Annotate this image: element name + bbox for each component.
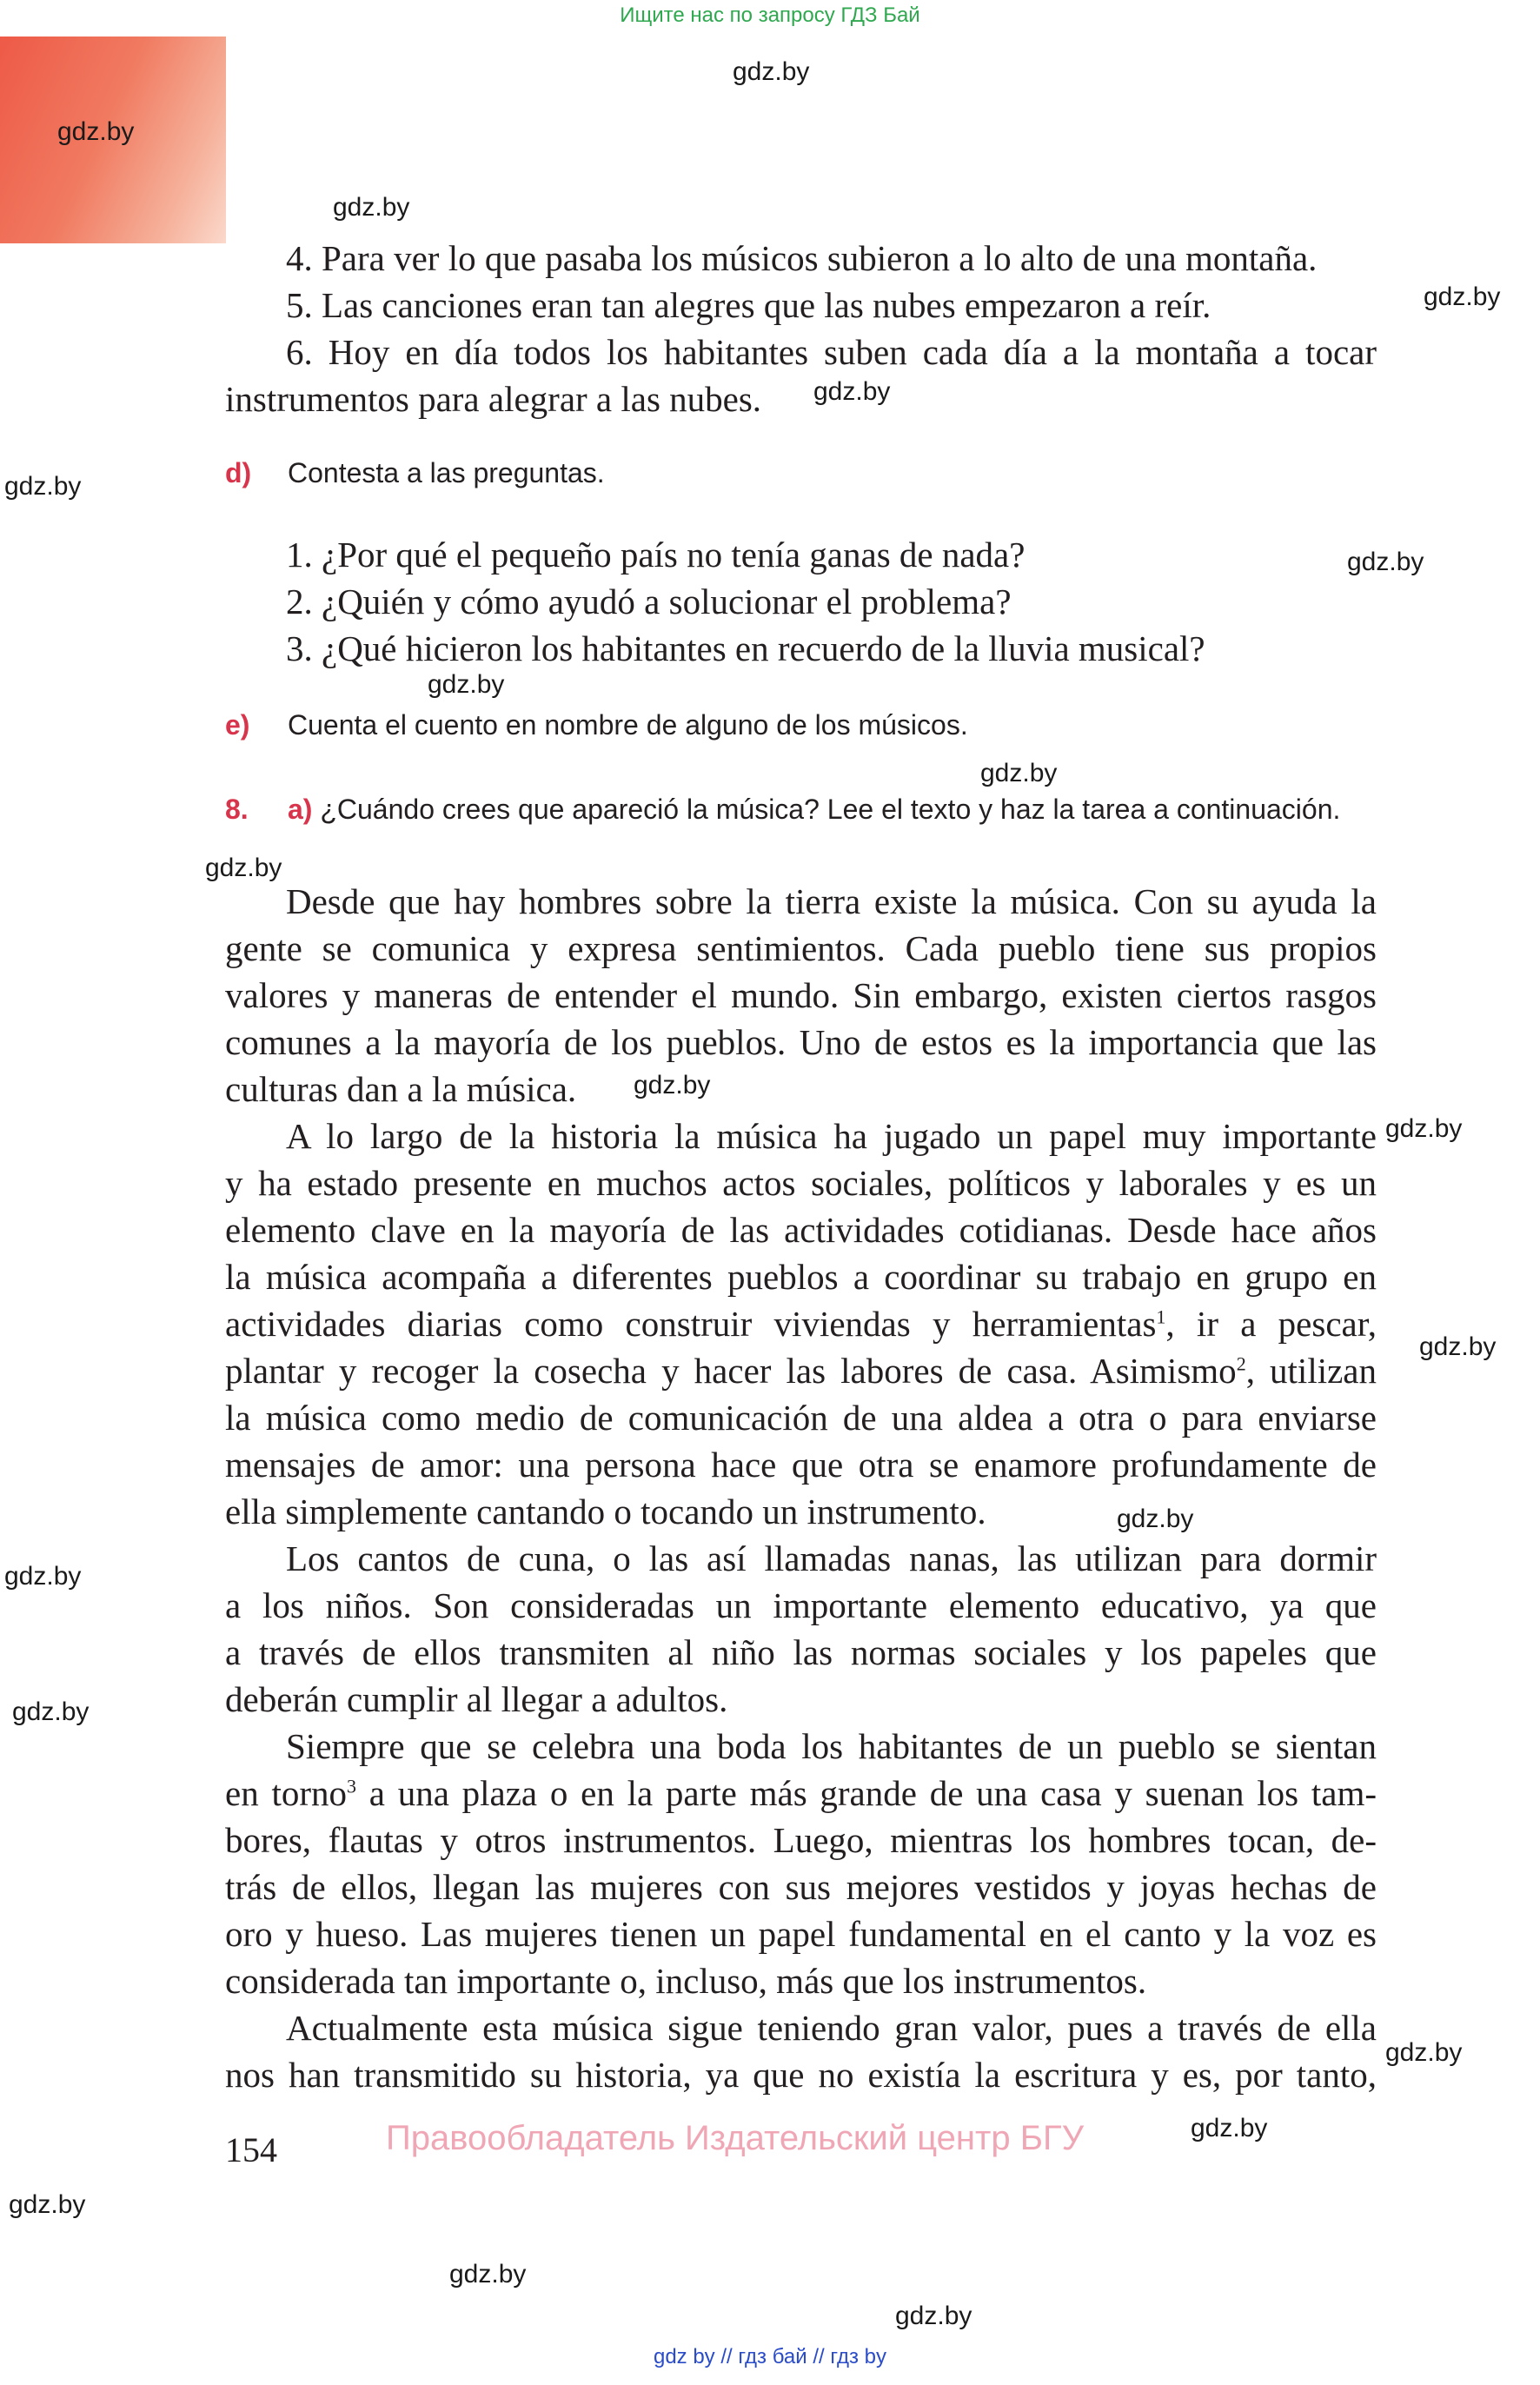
text-line: a los niños. Son consideradas un importante elemento educativo, ya que (225, 1585, 1377, 1625)
paragraph (225, 1535, 1377, 1723)
footer-links[interactable]: gdz by // гдз бай // гдз by (653, 2345, 887, 2368)
text-line: ella simplemente cantando o tocando un instrumento. (225, 1491, 986, 1531)
text-line: Los cantos de cuna, o las así llamadas nanas, las utilizan para dormir (286, 1538, 1377, 1578)
text-line: Siempre que se celebra una boda los habitantes de un pueblo se sientan (286, 1726, 1377, 1766)
watermark: gdz.by (813, 377, 891, 406)
text-line: comunes a la mayoría de los pueblos. Uno de estos es la importancia que las (225, 1022, 1377, 1062)
task-label: a) (288, 794, 313, 825)
paragraph (225, 2004, 1377, 2098)
task-e (225, 708, 968, 742)
watermark: gdz.by (333, 193, 410, 222)
text-line: nos han transmitido su historia, ya que no existía la escritura y es, por tanto, (225, 2055, 1377, 2095)
text-line: la música como medio de comunicación de una aldea a otra o para enviarse (225, 1398, 1377, 1438)
task-number: 8. (225, 794, 249, 825)
task-text: Cuenta el cuento en nombre de alguno de los músicos. (288, 709, 968, 741)
paragraph (225, 1113, 1377, 1535)
task-8 (225, 792, 1341, 827)
text-line: A lo largo de la historia la música ha jugado un papel muy importante (286, 1116, 1377, 1156)
paragraph (225, 1723, 1377, 2004)
watermark: gdz.by (1191, 2114, 1268, 2143)
watermark: gdz.by (205, 854, 282, 882)
watermark: gdz.by (9, 2190, 86, 2219)
watermark: gdz.by (1347, 548, 1424, 576)
text-line: a través de ellos transmiten al niño las normas sociales y los papeles que (225, 1632, 1377, 1672)
task-label: d) (225, 457, 252, 488)
list-item: 4. Para ver lo que pasaba los músicos subieron a lo alto de una montaña. (286, 238, 1318, 278)
list-item: 5. Las canciones eran tan alegres que las nubes empezaron a reír. (286, 285, 1211, 325)
text-line: la música acompaña a diferentes pueblos a coordinar su trabajo en grupo en (225, 1257, 1377, 1297)
watermark: gdz.by (1419, 1332, 1497, 1361)
watermark: gdz.by (57, 117, 135, 146)
watermark: gdz.by (634, 1071, 711, 1099)
watermark: gdz.by (4, 1562, 82, 1591)
watermark: gdz.by (428, 670, 505, 699)
watermark: gdz.by (1385, 2038, 1463, 2067)
text-line: mensajes de amor: una persona hace que otra se enamore profundamente de (225, 1445, 1377, 1485)
top-banner[interactable]: Ищите нас по запросу ГДЗ Бай (620, 3, 920, 27)
watermark: gdz.by (1385, 1114, 1463, 1143)
text-line: oro y hueso. Las mujeres tienen un papel fundamental en el canto y la voz es (225, 1914, 1377, 1954)
watermark: gdz.by (1424, 282, 1501, 311)
text-line: valores y maneras de entender el mundo. Sin embargo, existen ciertos rasgos (225, 975, 1377, 1015)
watermark: gdz.by (4, 472, 82, 501)
list-item: 6. Hoy en día todos los habitantes suben cada día a la montaña a tocar (286, 332, 1377, 372)
list-item-continuation: instrumentos para alegrar a las nubes. (225, 379, 762, 419)
text-line: elemento clave en la mayoría de las actividades cotidianas. Desde hace años (225, 1210, 1377, 1250)
page-number: 154 (225, 2130, 277, 2169)
text-line: trás de ellos, llegan las mujeres con sus mejores vestidos y joyas hechas de (225, 1867, 1377, 1907)
text-line: bores, flautas y otros instrumentos. Luego, mientras los hombres tocan, de- (225, 1820, 1377, 1860)
text-line: y ha estado presente en muchos actos sociales, políticos y laborales y es un (225, 1163, 1377, 1203)
task-text: ¿Cuándo crees que apareció la música? Lee el texto y haz la tarea a continuación. (320, 794, 1341, 825)
task-text: Contesta a las preguntas. (288, 457, 605, 488)
task-label: e) (225, 709, 250, 741)
paragraph (225, 878, 1377, 1113)
watermark: gdz.by (980, 759, 1058, 787)
text-line: plantar y recoger la cosecha y hacer las labores de casa. Asimismo$^2$, utilizan (225, 1351, 1377, 1391)
rights-notice: Правообладатель Издательский центр БГУ (386, 2119, 1085, 2157)
text-line: considerada tan importante o, incluso, más que los instrumentos. (225, 1961, 1147, 2001)
main-text (225, 878, 1377, 2098)
text-line: culturas dan a la música. (225, 1069, 577, 1109)
question: 1. ¿Por qué el pequeño país no tenía ganas de nada? (286, 535, 1026, 575)
task-d (225, 455, 605, 490)
watermark: gdz.by (1117, 1505, 1194, 1533)
watermark: gdz.by (895, 2302, 972, 2330)
watermark: gdz.by (449, 2260, 527, 2289)
text-line: en torno$^3$ a una plaza o en la parte más grande de una casa y suenan los tam- (225, 1773, 1377, 1813)
text-line: actividades diarias como construir viviendas y herramientas$^1$, ir a pescar, (225, 1304, 1377, 1344)
question: 2. ¿Quién y cómo ayudó a solucionar el problema? (286, 581, 1012, 621)
text-line: Desde que hay hombres sobre la tierra existe la música. Con su ayuda la (286, 881, 1377, 921)
watermark: gdz.by (733, 57, 810, 86)
text-line: Actualmente esta música sigue teniendo gran valor, pues a través de ella (286, 2008, 1377, 2048)
watermark: gdz.by (12, 1697, 90, 1726)
question: 3. ¿Qué hicieron los habitantes en recuerdo de la lluvia musical? (286, 628, 1205, 668)
text-line: gente se comunica y expresa sentimientos. Cada pueblo tiene sus propios (225, 928, 1377, 968)
text-line: deberán cumplir al llegar a adultos. (225, 1679, 728, 1719)
